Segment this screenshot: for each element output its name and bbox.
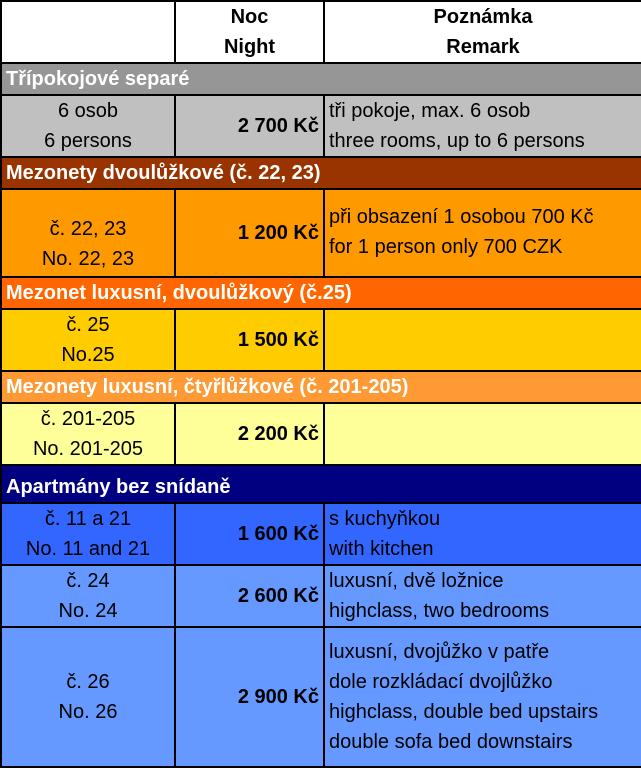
price-cell: 2 700 Kč (175, 95, 324, 157)
price-cell: 1 500 Kč (175, 309, 324, 371)
remark-cell: tři pokoje, max. 6 osob three rooms, up to 6 persons (324, 95, 641, 157)
price-cell: 1 600 Kč (175, 503, 324, 565)
capacity-cell: č. 26 No. 26 (1, 627, 175, 767)
price-cell: 2 600 Kč (175, 565, 324, 627)
table-row (1, 189, 641, 277)
section-header-mezonet-luxusni (1, 277, 641, 309)
section-header-tripokojove (1, 63, 641, 95)
remark-cell: luxusní, dvě ložnice highclass, two bedrooms (324, 565, 641, 627)
capacity-cell: č. 22, 23 No. 22, 23 (1, 189, 175, 277)
price-cell: 2 200 Kč (175, 403, 324, 465)
table-row (1, 627, 641, 767)
capacity-cell: č. 25 No.25 (1, 309, 175, 371)
section-title: Třípokojové separé (1, 63, 641, 95)
header-remark: Poznámka Remark (324, 1, 641, 63)
remark-cell (324, 403, 641, 465)
table-row (1, 403, 641, 465)
section-title: Mezonety luxusní, čtyřlůžkové (č. 201-205) (1, 371, 641, 403)
section-header-apartmany (1, 465, 641, 503)
capacity-cell: č. 11 a 21 No. 11 and 21 (1, 503, 175, 565)
header-night: Noc Night (175, 1, 324, 63)
section-title: Mezonety dvoulůžkové (č. 22, 23) (1, 157, 641, 189)
section-header-mezonety-dvouluzkove (1, 157, 641, 189)
capacity-cell: č. 201-205 No. 201-205 (1, 403, 175, 465)
header-empty-cell (1, 1, 175, 63)
table-row (1, 309, 641, 371)
table-row (1, 95, 641, 157)
capacity-cell: č. 24 No. 24 (1, 565, 175, 627)
section-title: Apartmány bez snídaně (1, 465, 641, 503)
price-cell: 2 900 Kč (175, 627, 324, 767)
remark-cell (324, 309, 641, 371)
section-header-mezonety-ctyrluzkove (1, 371, 641, 403)
remark-cell: luxusní, dvojůžko v patře dole rozkládací dvojlůžko highclass, double bed upstairs double sofa bed downstairs (324, 627, 641, 767)
capacity-cell: 6 osob 6 persons (1, 95, 175, 157)
section-title: Mezonet luxusní, dvoulůžkový (č.25) (1, 277, 641, 309)
price-cell: 1 200 Kč (175, 189, 324, 277)
table-row (1, 503, 641, 565)
header-row (1, 1, 641, 63)
table-row (1, 565, 641, 627)
remark-cell: při obsazení 1 osobou 700 Kč for 1 person only 700 CZK (324, 189, 641, 277)
remark-cell: s kuchyňkou with kitchen (324, 503, 641, 565)
